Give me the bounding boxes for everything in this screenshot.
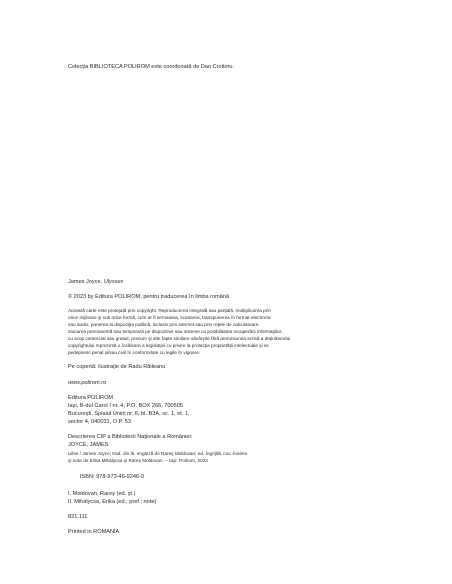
series-note: Colecția BIBLIOTECA POLIROM este coordonată de Dan Croitoru. [68,64,235,70]
website-link[interactable]: www.polirom.ro [68,380,107,386]
cip-description-continued: şi note de Erika Mihálycsa şi Rareş Moldovan. – Iaşi: Polirom, 2023 [68,458,208,463]
address-line: sector 4, 040031, O.P. 53 [68,419,132,425]
legal-notice-line: sau audio, punerea la dispoziţia publică, inclusiv prin internet sau prin reţele de calculatoare, [68,322,260,327]
copyright-line: © 2023 by Editura POLIROM, pentru traducerea în limba română [68,294,230,300]
legal-notice-line: pedepsesc penal şi/sau civil în conformitate cu legile în vigoare. [68,350,201,355]
book-title: Ulysses [103,279,124,285]
cip-description-text: / James Joyce; trad. din lb. engleză de Rareş Moldovan; ed. îngrijită, cuv.-înainte [78,451,248,456]
author-name: James Joyce, [68,279,104,285]
legal-notice-line: Această carte este protejată prin copyright. Reproducerea integrală sau parţială, multiplicarea prin [68,308,271,313]
publisher-name: Editura POLIROM [68,395,114,401]
legal-notice-line: cu scop comercial sau gratuit, precum şi alte fapte similare săvârşite fără permisiunea scrisă a deţinătorului [68,336,291,341]
printed-in: Printed in ROMANIA [68,529,120,535]
cip-description [68,451,247,457]
legal-notice-line: copyrightului reprezintă o încălcare a legislaţiei cu privire la protecţia proprietăţii intelectuale şi se [68,343,269,348]
classification-code: 821.111 [68,514,88,520]
address-line: Iaşi, B-dul Carol I nr. 4; P.O. BOX 266, 700505 [68,403,183,409]
isbn: ISBN: 978-973-46-9246-0 [80,474,145,480]
cip-title: Ulise [68,451,79,456]
cip-main-entry: JOYCE, JAMES [68,442,109,448]
cover-credit: Pe copertă: ilustraţie de Radu Răileanu [68,364,166,370]
author-title-line [68,279,123,286]
legal-notice-line: stocarea permanentă sau temporară pe dispozitive sau sisteme cu posibilitatea recuperării informaţiilor, [68,329,283,334]
address-line: Bucureşti, Splaiul Unirii nr. 6, bl. B3A, sc. 1, et. 1, [68,411,190,417]
contributor: II. Mihálycsa, Erika (ed.; pref.; note) [68,499,157,505]
legal-notice-line: orice mijloace şi sub orice formă, cum ar fi xeroxarea, scanarea, transpunerea în format electronic [68,315,271,320]
contributor: I. Moldovan, Rareş (ed. şt.) [68,491,136,497]
cip-heading: Descrierea CIP a Bibliotecii Naţionale a României: [68,434,193,440]
